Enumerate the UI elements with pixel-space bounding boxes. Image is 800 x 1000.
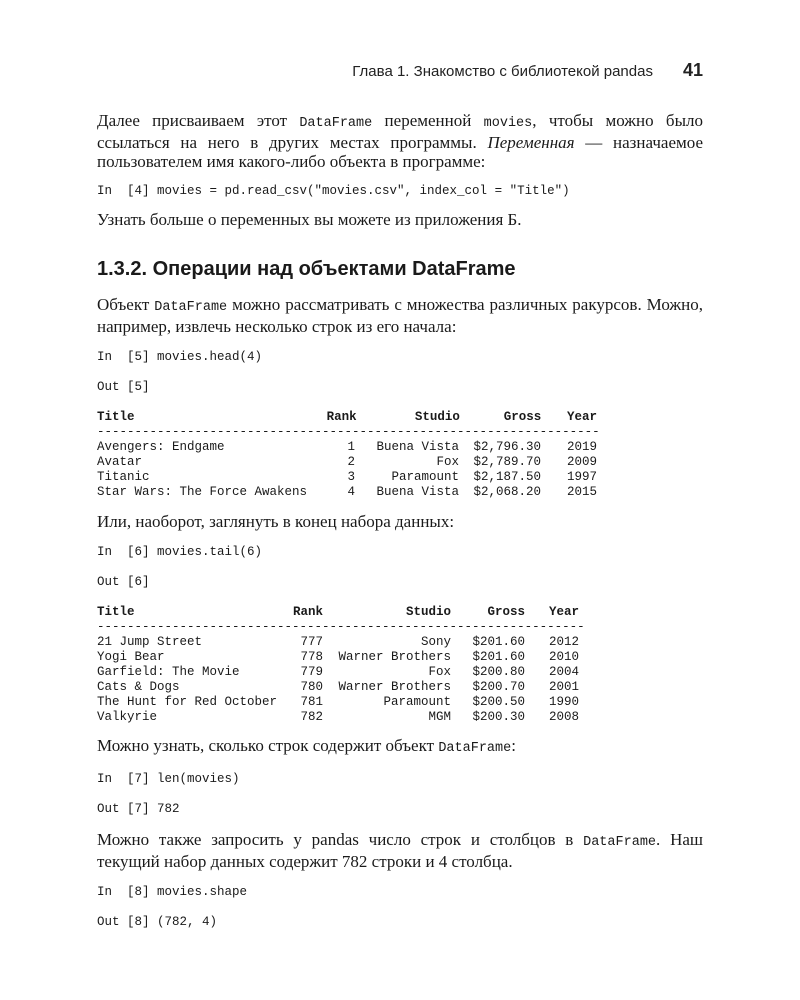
cell-gross: $201.60 [472, 635, 525, 649]
paragraph-row-count [97, 736, 703, 758]
cell-gross: $200.50 [472, 695, 525, 709]
emphasis-term: Переменная [487, 133, 575, 152]
head-table [97, 410, 597, 425]
code-input-8: In [8] movies.shape [97, 885, 248, 899]
cell-gross: $2,789.70 [473, 455, 541, 469]
column-header-title: Title [97, 410, 135, 424]
code-input-5: In [5] movies.head(4) [97, 350, 263, 364]
text-run: — назначаемое пользователем имя какого-либо объекта в программе: [97, 133, 703, 171]
cell-title: Avengers: Endgame [97, 440, 225, 454]
table-row [97, 710, 579, 725]
column-header-rank: Rank [292, 605, 323, 619]
text-run: можно рассматривать с множества различных ракурсов. Можно, например, извлечь несколько строк из его начала: [97, 295, 703, 336]
text-run: . Наш текущий набор данных содержит 782 строки и 4 столбца. [97, 830, 703, 871]
cell-year: 1997 [566, 470, 597, 484]
cell-studio: Fox [436, 455, 459, 469]
table-header-row [97, 605, 579, 620]
cell-studio: Fox [428, 665, 451, 679]
cell-studio: MGM [428, 710, 451, 724]
paragraph-variables-appendix: Узнать больше о переменных вы можете из приложения Б. [97, 210, 522, 229]
code-input-6: In [6] movies.tail(6) [97, 545, 263, 559]
table-row [97, 470, 597, 485]
column-header-title: Title [97, 605, 135, 619]
table-separator: ----------------------------------------------------------------- [97, 620, 585, 634]
cell-year: 1990 [548, 695, 579, 709]
cell-title: The Hunt for Red October [97, 695, 278, 709]
cell-rank: 778 [300, 650, 323, 664]
text-run: Объект [97, 295, 155, 314]
column-header-studio: Studio [414, 410, 460, 424]
chapter-title: Глава 1. Знакомство с библиотекой pandas [352, 63, 653, 80]
text-run: Далее присваиваем этот [97, 111, 300, 130]
cell-title: 21 Jump Street [97, 635, 203, 649]
inline-code: DataFrame [299, 116, 373, 131]
column-header-gross: Gross [503, 410, 542, 424]
cell-studio: Buena Vista [376, 440, 459, 454]
column-header-rank: Rank [326, 410, 357, 424]
cell-year: 2019 [566, 440, 597, 454]
code-output-7: Out [7] 782 [97, 802, 180, 816]
cell-rank: 1 [347, 440, 355, 454]
table-header-row [97, 410, 597, 425]
code-output-6: Out [6] [97, 575, 150, 589]
cell-year: 2004 [548, 665, 579, 679]
paragraph-dataframe-views [97, 295, 703, 336]
inline-code: DataFrame [583, 835, 657, 850]
column-header-studio: Studio [405, 605, 451, 619]
cell-rank: 781 [300, 695, 323, 709]
cell-gross: $2,796.30 [473, 440, 541, 454]
cell-studio: Paramount [383, 695, 451, 709]
head-table-block [97, 410, 602, 500]
column-header-year: Year [566, 410, 597, 424]
table-separator: ------------------------------------------------------------------- [97, 425, 600, 439]
table-row [97, 650, 579, 665]
cell-title: Yogi Bear [97, 650, 165, 664]
tail-table-block [97, 605, 587, 725]
cell-title: Cats & Dogs [97, 680, 180, 694]
page-number: 41 [682, 60, 703, 80]
text-run: переменной [372, 111, 484, 130]
table-row [97, 485, 597, 500]
table-row [97, 665, 579, 680]
cell-studio: Buena Vista [376, 485, 459, 499]
cell-gross: $2,068.20 [473, 485, 541, 499]
table-row [97, 440, 597, 455]
cell-studio: Paramount [391, 470, 459, 484]
cell-rank: 4 [347, 485, 355, 499]
cell-rank: 777 [300, 635, 323, 649]
inline-code: DataFrame [438, 741, 512, 756]
cell-title: Titanic [97, 470, 150, 484]
tail-table-body [97, 635, 579, 725]
cell-rank: 779 [300, 665, 323, 679]
text-run: : [511, 736, 516, 755]
cell-rank: 782 [300, 710, 323, 724]
table-row [97, 695, 579, 710]
code-input-7: In [7] len(movies) [97, 772, 240, 786]
cell-studio: Sony [420, 635, 451, 649]
paragraph-shape [97, 830, 703, 871]
cell-title: Avatar [97, 455, 143, 469]
cell-year: 2008 [548, 710, 579, 724]
cell-studio: Warner Brothers [338, 680, 451, 694]
table-row [97, 635, 579, 650]
cell-year: 2012 [548, 635, 579, 649]
code-input-4: In [4] movies = pd.read_csv("movies.csv", index_col = "Title") [97, 184, 570, 198]
inline-code: DataFrame [154, 300, 228, 315]
column-header-gross: Gross [487, 605, 525, 619]
cell-rank: 3 [347, 470, 355, 484]
code-output-5: Out [5] [97, 380, 150, 394]
book-page [97, 60, 703, 930]
cell-gross: $200.70 [472, 680, 525, 694]
cell-gross: $200.30 [472, 710, 525, 724]
paragraph-assign-variable [97, 111, 703, 171]
cell-studio: Warner Brothers [338, 650, 451, 664]
text-run: Можно также запросить у pandas число строк и столбцов в [97, 830, 584, 849]
text-run: Можно узнать, сколько строк содержит объект [97, 736, 439, 755]
column-header-year: Year [548, 605, 579, 619]
section-heading: 1.3.2. Операции над объектами DataFrame [97, 258, 516, 280]
cell-title: Valkyrie [97, 710, 158, 724]
cell-gross: $201.60 [472, 650, 525, 664]
cell-rank: 780 [300, 680, 323, 694]
text-run: , чтобы можно было ссылаться на него в других местах программы. [97, 111, 703, 152]
cell-year: 2001 [548, 680, 579, 694]
cell-year: 2010 [548, 650, 579, 664]
paragraph-tail: Или, наоборот, заглянуть в конец набора данных: [97, 512, 455, 531]
running-header [97, 60, 703, 90]
cell-title: Star Wars: The Force Awakens [97, 485, 308, 499]
head-table-body [97, 440, 597, 500]
table-row [97, 680, 579, 695]
tail-table [97, 605, 579, 620]
code-output-8: Out [8] (782, 4) [97, 915, 218, 929]
table-row [97, 455, 597, 470]
cell-gross: $2,187.50 [473, 470, 541, 484]
inline-code: movies [483, 116, 533, 131]
cell-year: 2015 [566, 485, 597, 499]
cell-rank: 2 [347, 455, 355, 469]
cell-year: 2009 [566, 455, 597, 469]
cell-title: Garfield: The Movie [97, 665, 240, 679]
cell-gross: $200.80 [472, 665, 525, 679]
